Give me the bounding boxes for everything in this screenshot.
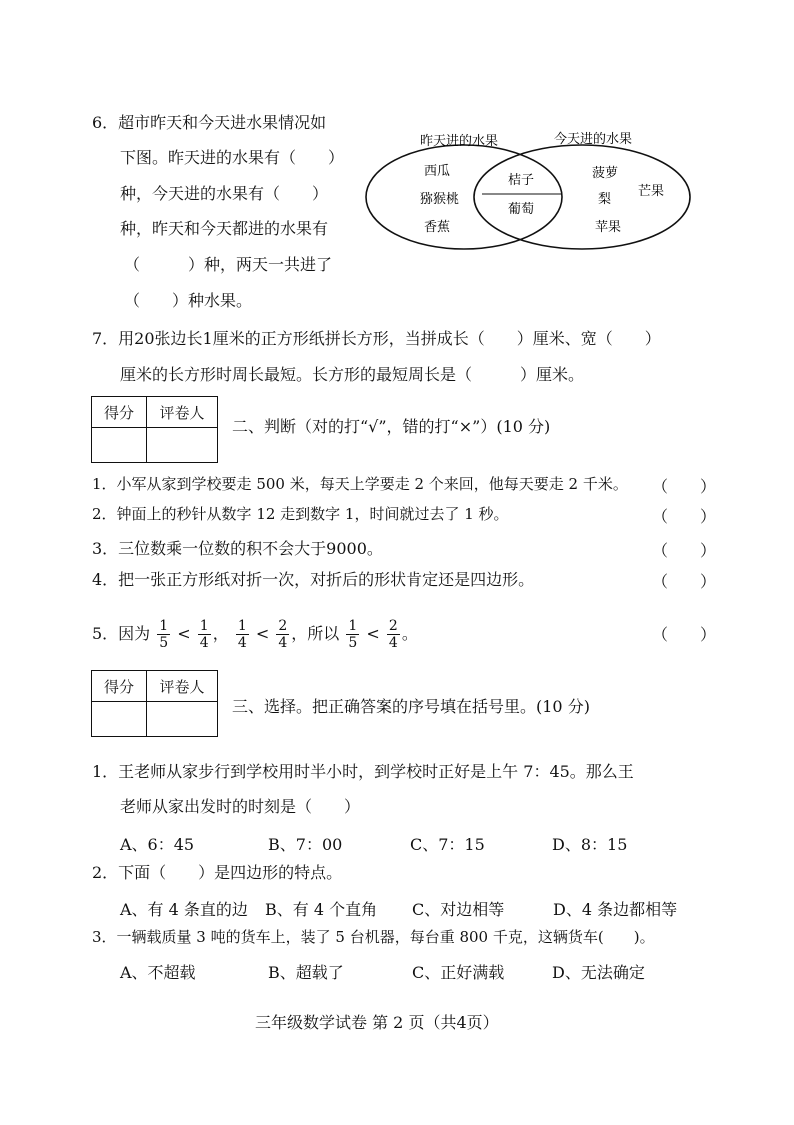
venn-both-item-1: 桔子	[508, 173, 535, 188]
judge-item-3: 3．三位数乘一位数的积不会大于9000。	[92, 539, 383, 558]
less-than-sign-b: <	[255, 624, 270, 643]
section-2-title: 二、判断（对的打“√”，错的打“×”）(10 分)	[232, 417, 551, 436]
section-3-title: 三、选择。把正确答案的序号填在括号里。(10 分)	[232, 697, 590, 716]
q6-line-4: 种，昨天和今天都进的水果有	[120, 219, 329, 238]
choice-q3-option-b[interactable]: B、超载了	[268, 963, 344, 982]
choice-q2-option-d[interactable]: D、4 条边都相等	[553, 900, 678, 919]
choice-q2-line: 2．下面（ ）是四边形的特点。	[92, 863, 343, 882]
fraction-two-fourths: $\frac{2}{4}$	[278, 618, 288, 651]
judge-item-1: 1．小军从家到学校要走 500 米，每天上学要走 2 个来回，他每天要走 2 千米。	[92, 475, 628, 493]
choice-q1-line-1: 1．王老师从家步行到学校用时半小时，到学校时正好是上午 7：45。那么王	[92, 762, 634, 781]
q6-line-2: 下图。昨天进的水果有（ ）	[120, 148, 345, 167]
choice-q1-option-b[interactable]: B、7：00	[268, 835, 343, 854]
choice-q2-option-a[interactable]: A、有 4 条直的边	[120, 900, 248, 919]
judge-item-5-prefix: 5．因为	[92, 624, 151, 643]
venn-left-ellipse	[366, 145, 562, 249]
venn-right-item-1: 菠萝	[592, 166, 619, 181]
q6-line-6: （ ）种水果。	[124, 291, 253, 310]
page-footer: 三年级数学试卷 第 2 页（共4页）	[255, 1013, 499, 1032]
judge-answer-1[interactable]: （ ）	[652, 477, 717, 496]
choice-q1-option-d[interactable]: D、8：15	[552, 835, 628, 854]
q7-line-1: 7．用20张边长1厘米的正方形纸拼长方形，当拼成长（ ）厘米、宽（ ）	[92, 329, 661, 348]
score-label: 得分	[92, 671, 147, 702]
grader-cell[interactable]	[147, 428, 218, 463]
fraction-one-fifth-b: $\frac{1}{5}$	[348, 618, 358, 651]
q7-line-2: 厘米的长方形时周长最短。长方形的最短周长是（ ）厘米。	[120, 365, 585, 384]
choice-q3-option-d[interactable]: D、无法确定	[552, 963, 645, 982]
choice-q2-option-c[interactable]: C、对边相等	[412, 900, 505, 919]
judge-answer-5[interactable]: （ ）	[652, 625, 717, 644]
venn-right-item-3: 苹果	[595, 220, 622, 235]
less-than-sign: <	[177, 624, 191, 643]
venn-diagram	[362, 125, 702, 260]
judge-item-5: 5．因为 $\frac{1}{5}$ < $\frac{1}{4}$ ， $\frac{1}{4}$ < $\frac{2}{4}$ ，所以 $\frac{1}{5}$ < $\frac{2}{4}$ 。	[92, 618, 418, 651]
score-box-section-2	[91, 396, 218, 463]
grader-cell[interactable]	[147, 702, 218, 737]
venn-left-item-2: 猕猴桃	[420, 192, 460, 207]
choice-q1-line-2: 老师从家出发时的时刻是（ ）	[120, 797, 361, 816]
judge-answer-3[interactable]: （ ）	[652, 541, 717, 560]
fraction-two-fourths-b: $\frac{2}{4}$	[388, 618, 398, 651]
score-label: 得分	[92, 397, 147, 428]
venn-left-title: 昨天进的水果	[420, 134, 499, 149]
q6-line-1: 6．超市昨天和今天进水果情况如	[92, 113, 327, 132]
less-than-sign-c: <	[366, 624, 380, 643]
judge-item-4: 4．把一张正方形纸对折一次，对折后的形状肯定还是四边形。	[92, 570, 535, 589]
venn-both-item-2: 葡萄	[508, 202, 535, 217]
choice-q1-option-c[interactable]: C、7：15	[410, 835, 485, 854]
score-cell[interactable]	[92, 428, 147, 463]
judge-item-2: 2．钟面上的秒针从数字 12 走到数字 1，时间就过去了 1 秒。	[92, 505, 509, 523]
q6-line-5: （ ）种，两天一共进了	[124, 255, 333, 274]
choice-q3-line: 3．一辆载质量 3 吨的货车上，装了 5 台机器，每台重 800 千克，这辆货车( )。	[92, 928, 655, 946]
venn-outside-item: 芒果	[638, 184, 665, 199]
choice-q2-option-b[interactable]: B、有 4 个直角	[265, 900, 378, 919]
judge-answer-2[interactable]: （ ）	[652, 507, 717, 526]
judge-answer-4[interactable]: （ ）	[652, 572, 717, 591]
fraction-one-fourth: $\frac{1}{4}$	[199, 618, 209, 651]
venn-right-item-2: 梨	[598, 192, 612, 207]
q6-line-3: 种，今天进的水果有（ ）	[120, 184, 329, 203]
venn-right-title: 今天进的水果	[554, 132, 633, 147]
fraction-one-fifth: $\frac{1}{5}$	[159, 618, 169, 651]
venn-left-item-3: 香蕉	[424, 220, 451, 235]
grader-label: 评卷人	[147, 671, 218, 702]
venn-left-item-1: 西瓜	[424, 164, 451, 179]
choice-q3-option-a[interactable]: A、不超载	[120, 963, 196, 982]
fraction-one-fourth-b: $\frac{1}{4}$	[237, 618, 247, 651]
score-box-section-3	[91, 670, 218, 737]
grader-label: 评卷人	[147, 397, 218, 428]
choice-q1-option-a[interactable]: A、6：45	[120, 835, 195, 854]
score-cell[interactable]	[92, 702, 147, 737]
choice-q3-option-c[interactable]: C、正好满载	[412, 963, 505, 982]
